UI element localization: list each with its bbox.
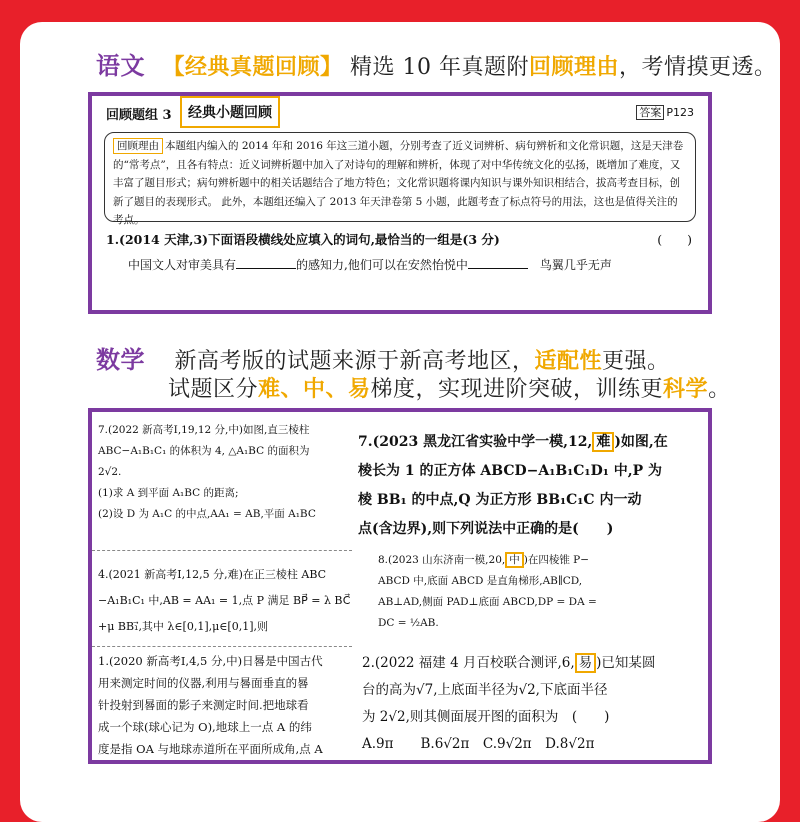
math-headline-1 [96,340,670,375]
q2-source: 2.(2022 福建 4 月百校联合测评,6, [362,655,575,671]
text-line: 2√2. [98,466,122,478]
difficulty-badge-medium: 中 [505,552,524,568]
chinese-tail: ，考情摸更透。 [619,55,777,80]
difficulty-badge-easy: 易 [575,653,597,673]
math-right-q8 [378,550,597,634]
text-line: 棱长为 1 的正方体 ABCD−A₁B₁C₁D₁ 中,P 为 [358,463,662,479]
question-1-paren: ( ) [657,232,692,247]
math-line2-hl: 难、中、易 [258,377,371,402]
text-line: (1)求 A 到平面 A₁BC 的距离; [98,487,239,499]
math-right-q7 [358,428,668,544]
math-line2-c: 。 [708,377,731,402]
reason-box [104,132,696,226]
q8-source: 8.(2023 山东济南一模,20, [378,554,506,566]
q2-head [362,650,655,677]
math-line2-a: 试题区分 [168,377,259,402]
text-line: AB⊥AD,侧面 PAD⊥底面 ABCD,DP = DA = [378,596,597,608]
math-left-p7 [98,420,316,525]
math-line1-hl: 适配性 [534,349,603,374]
text-line: 成一个球(球心记为 O),地球上一点 A 的纬 [98,720,312,734]
text-line: 针投射到晷面的影子来测定时间.把地球看 [98,698,309,712]
passage-b: 的感知力,他们可以在安然怡悦中 [296,258,468,272]
chinese-subject: 语文 [96,52,145,80]
chinese-highlight: 【经典真题回顾】 [162,55,343,80]
text-line: 为 2√2,则其侧面展开图的面积为 ( ) [362,709,610,725]
question-1: 1.(2014 天津,3)下面语段横线处应填入的词句,最恰当的一组是(3 分) [106,232,500,247]
divider [92,646,352,647]
text-line: 点(含边界),则下列说法中正确的是( ) [358,521,614,537]
text-line: 1.(2020 新高考Ⅰ,4,5 分,中)日晷是中国古代 [98,654,323,668]
difficulty-badge-hard: 难 [592,432,614,452]
text-line: +μ BB₁⃗,其中 λ∈[0,1],μ∈[0,1],则 [98,620,268,633]
q2-tail: )已知某圆 [596,655,656,671]
answer-blank-2 [468,256,528,269]
answer-page: P123 [666,106,694,119]
text-line: (2)设 D 为 A₁C 的中点,AA₁ = AB,平面 A₁BC [98,508,316,520]
chinese-review-box [88,92,712,314]
group-label: 回顾题组 3 [106,108,172,123]
math-line2-hl2: 科学 [663,377,709,402]
q7-source: 7.(2023 黑龙江省实验中学一模,12, [358,434,593,450]
text-line: 7.(2022 新高考Ⅰ,19,12 分,中)如图,直三棱柱 [98,424,310,436]
math-left-p4 [98,562,350,640]
q7-tail: )如图,在 [614,434,668,450]
math-right-q2 [362,650,655,758]
chinese-headline [96,46,777,81]
text-line: DC = ½AB. [378,617,439,629]
q7-head [358,428,668,457]
question-1-passage [128,256,612,273]
math-line2-b: 梯度，实现进阶突破，训练更 [370,377,664,402]
q8-head [378,550,597,571]
math-questions-box [88,408,712,764]
divider [92,550,352,551]
text-line: 4.(2021 新高考Ⅰ,12,5 分,难)在正三棱柱 ABC [98,568,327,581]
text-line: 用来测定时间的仪器,利用与晷面垂直的晷 [98,676,309,690]
answer-tag: 答案 [636,105,664,120]
reason-label: 回顾理由 [113,138,163,154]
group-title: 经典小题回顾 [180,96,280,128]
chinese-highlight2: 回顾理由 [529,55,620,80]
math-subject: 数学 [96,346,145,374]
math-line1-b: 更强。 [602,349,670,374]
text-line: 台的高为√7,上底面半径为√2,下底面半径 [362,682,608,698]
passage-c: 鸟翼几乎无声 [539,258,612,272]
math-headline-2 [168,372,731,403]
text-line: 度是指 OA 与地球赤道所在平面所成角,点 A [98,742,323,756]
passage-a: 中国文人对审美具有 [128,258,237,272]
answer-ref [636,104,694,120]
answer-options: A.9π B.6√2π C.9√2π D.8√2π [362,736,595,752]
reason-text: 本题组内编入的 2014 年和 2016 年这三道小题，分别考查了近义词辨析、病句辨析和文化常识题，这是天津卷的“常考点”，且各有特点：近义词辨析题中加入了对诗句的理解和辨析，体现了对中华传统文化的弘扬，既增加了难度，又丰富了题目形式；病句辨析题中的相关话题结合了地方特色；文化常识题将课内知识与课外知识相结合，拔高考查目标，创新了题目的表现形式。 此外，本题组还编入了 2013 年天津卷第 5 小题，此题考查了标点符号的用法，这也是值得关注的考点。 [113,140,684,226]
answer-blank-1 [236,256,296,269]
text-line: ABCD 中,底面 ABCD 是直角梯形,AB∥CD, [378,575,583,587]
text-line: −A₁B₁C₁ 中,AB = AA₁ = 1,点 P 满足 BP⃗ = λ BC⃗ [98,594,351,607]
q8-tail: )在四棱锥 P− [523,554,590,566]
math-left-p1 [98,650,323,760]
text-line: ABC−A₁B₁C₁ 的体积为 4, △A₁BC 的面积为 [98,445,310,457]
text-line: 棱 BB₁ 的中点,Q 为正方形 BB₁C₁C 内一动 [358,492,642,508]
math-line1-a: 新高考版的试题来源于新高考地区， [174,349,535,374]
chinese-mid: 精选 10 年真题附 [350,55,529,80]
